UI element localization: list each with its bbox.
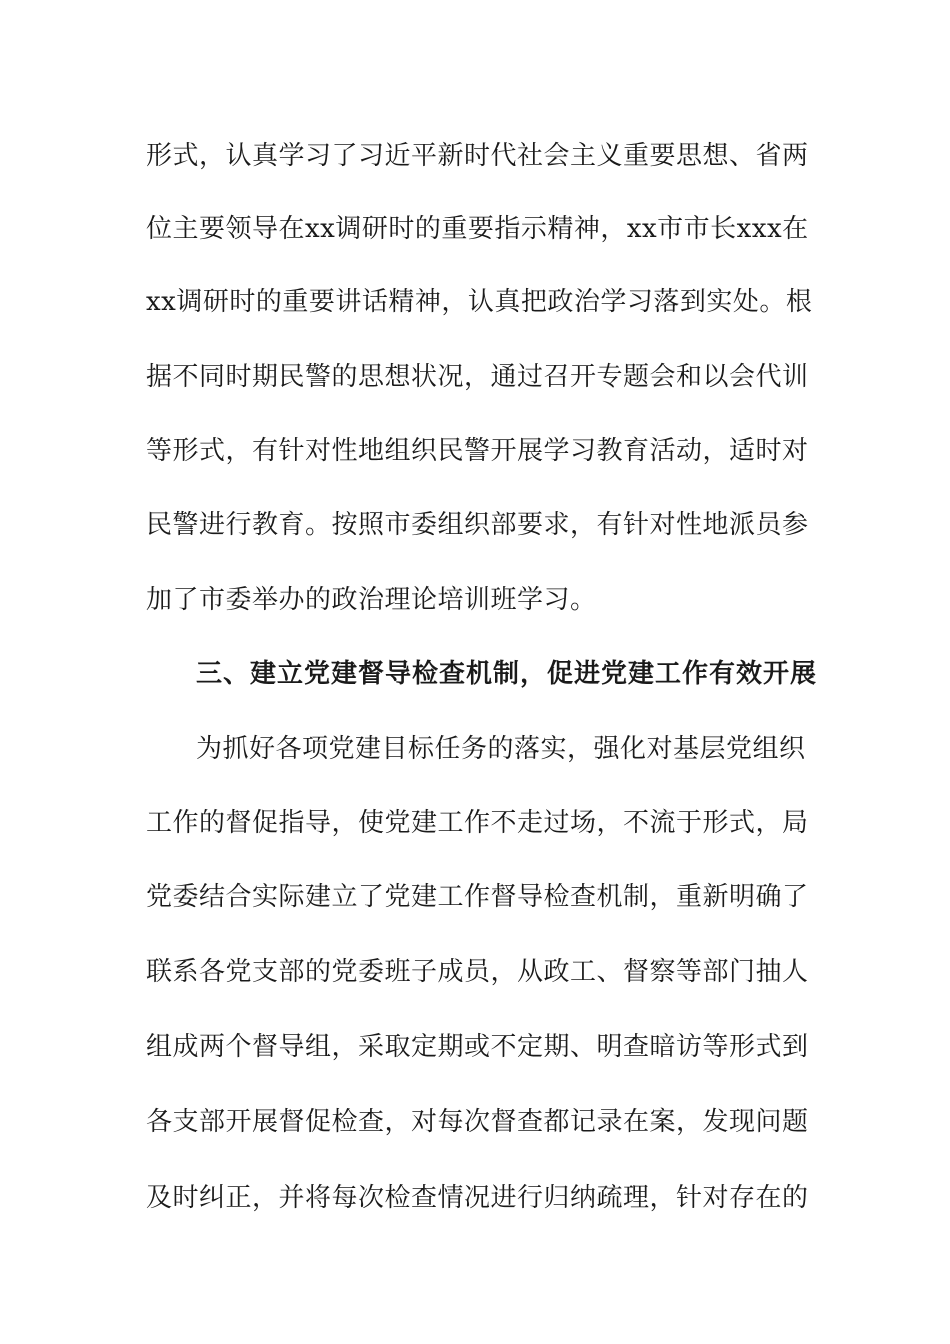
paragraph-1-line-4: 据不同时期民警的思想状况，通过召开专题会和以会代训 xyxy=(146,362,809,392)
paragraph-1-line-2: 位主要领导在xx调研时的重要指示精神，xx市市长xxx在 xyxy=(146,214,809,244)
paragraph-1-line-1: 形式，认真学习了习近平新时代社会主义重要思想、省两 xyxy=(146,141,809,171)
paragraph-2-line-7: 及时纠正，并将每次检查情况进行归纳疏理，针对存在的 xyxy=(146,1183,809,1213)
paragraph-2-line-5: 组成两个督导组，采取定期或不定期、明查暗访等形式到 xyxy=(146,1032,809,1062)
paragraph-1-line-5: 等形式，有针对性地组织民警开展学习教育活动，适时对 xyxy=(146,436,809,466)
paragraph-2-line-4: 联系各党支部的党委班子成员，从政工、督察等部门抽人 xyxy=(146,957,809,987)
paragraph-2-line-6: 各支部开展督促检查，对每次督查都记录在案，发现问题 xyxy=(146,1107,809,1137)
paragraph-2-line-2: 工作的督促指导，使党建工作不走过场，不流于形式，局 xyxy=(146,808,809,838)
paragraph-1-line-3: xx调研时的重要讲话精神，认真把政治学习落到实处。根 xyxy=(146,287,813,317)
paragraph-1-line-7: 加了市委举办的政治理论培训班学习。 xyxy=(146,585,597,615)
paragraph-1-line-6: 民警进行教育。按照市委组织部要求，有针对性地派员参 xyxy=(146,510,809,540)
paragraph-2-line-3: 党委结合实际建立了党建工作督导检查机制，重新明确了 xyxy=(146,882,809,912)
paragraph-2-line-1: 为抓好各项党建目标任务的落实，强化对基层党组织 xyxy=(196,734,806,764)
section-heading: 三、建立党建督导检查机制，促进党建工作有效开展 xyxy=(196,659,818,689)
